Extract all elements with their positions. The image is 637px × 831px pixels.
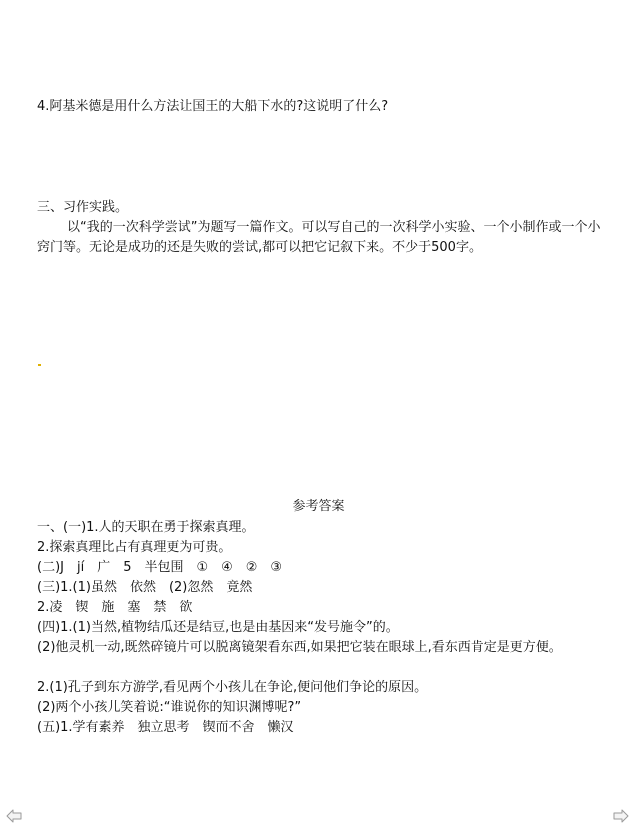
answer-line: (二)J jí 广 5 半包围 ① ④ ② ③ [37,560,283,575]
section-3-prompt: 以“我的一次科学尝试”为题写一篇作文。可以写自己的一次科学小实验、一个小制作或一个小窍门等。无论是成功的还是失败的尝试,都可以把它记叙下来。不少于500字。 [37,220,601,255]
prev-page-button[interactable] [6,808,22,824]
answer-line: 2.凌 锲 施 塞 禁 欲 [37,600,193,615]
next-page-button[interactable] [613,808,629,824]
answers-title: 参考答案 [292,499,345,514]
arrow-right-icon [613,808,629,824]
answer-line: (五)1.学有素养 独立思考 锲而不舍 懒汉 [37,720,294,735]
answer-line: 2.(1)孔子到东方游学,看见两个小孩儿在争论,便问他们争论的原因。 [37,680,428,695]
answer-line: 2.探索真理比占有真理更为可贵。 [37,540,232,555]
answer-line: (三)1.(1)虽然 依然 (2)忽然 竟然 [37,580,253,595]
answer-line: (四)1.(1)当然,植物结瓜还是结豆,也是由基因来“发号施令”的。 [37,620,399,635]
section-3-heading: 三、习作实践。 [37,200,129,215]
answer-line: (2)他灵机一动,既然碎镜片可以脱离镜架看东西,如果把它装在眼球上,看东西肯定是更方便。 [37,640,562,655]
question-4: 4.阿基米德是用什么方法让国王的大船下水的?这说明了什么? [37,99,389,114]
answer-line: 一、(一)1.人的天职在勇于探索真理。 [37,520,255,535]
arrow-left-icon [6,808,22,824]
answer-line: (2)两个小孩儿笑着说:“谁说你的知识渊博呢?” [37,700,302,715]
decorative-dot [38,364,41,366]
